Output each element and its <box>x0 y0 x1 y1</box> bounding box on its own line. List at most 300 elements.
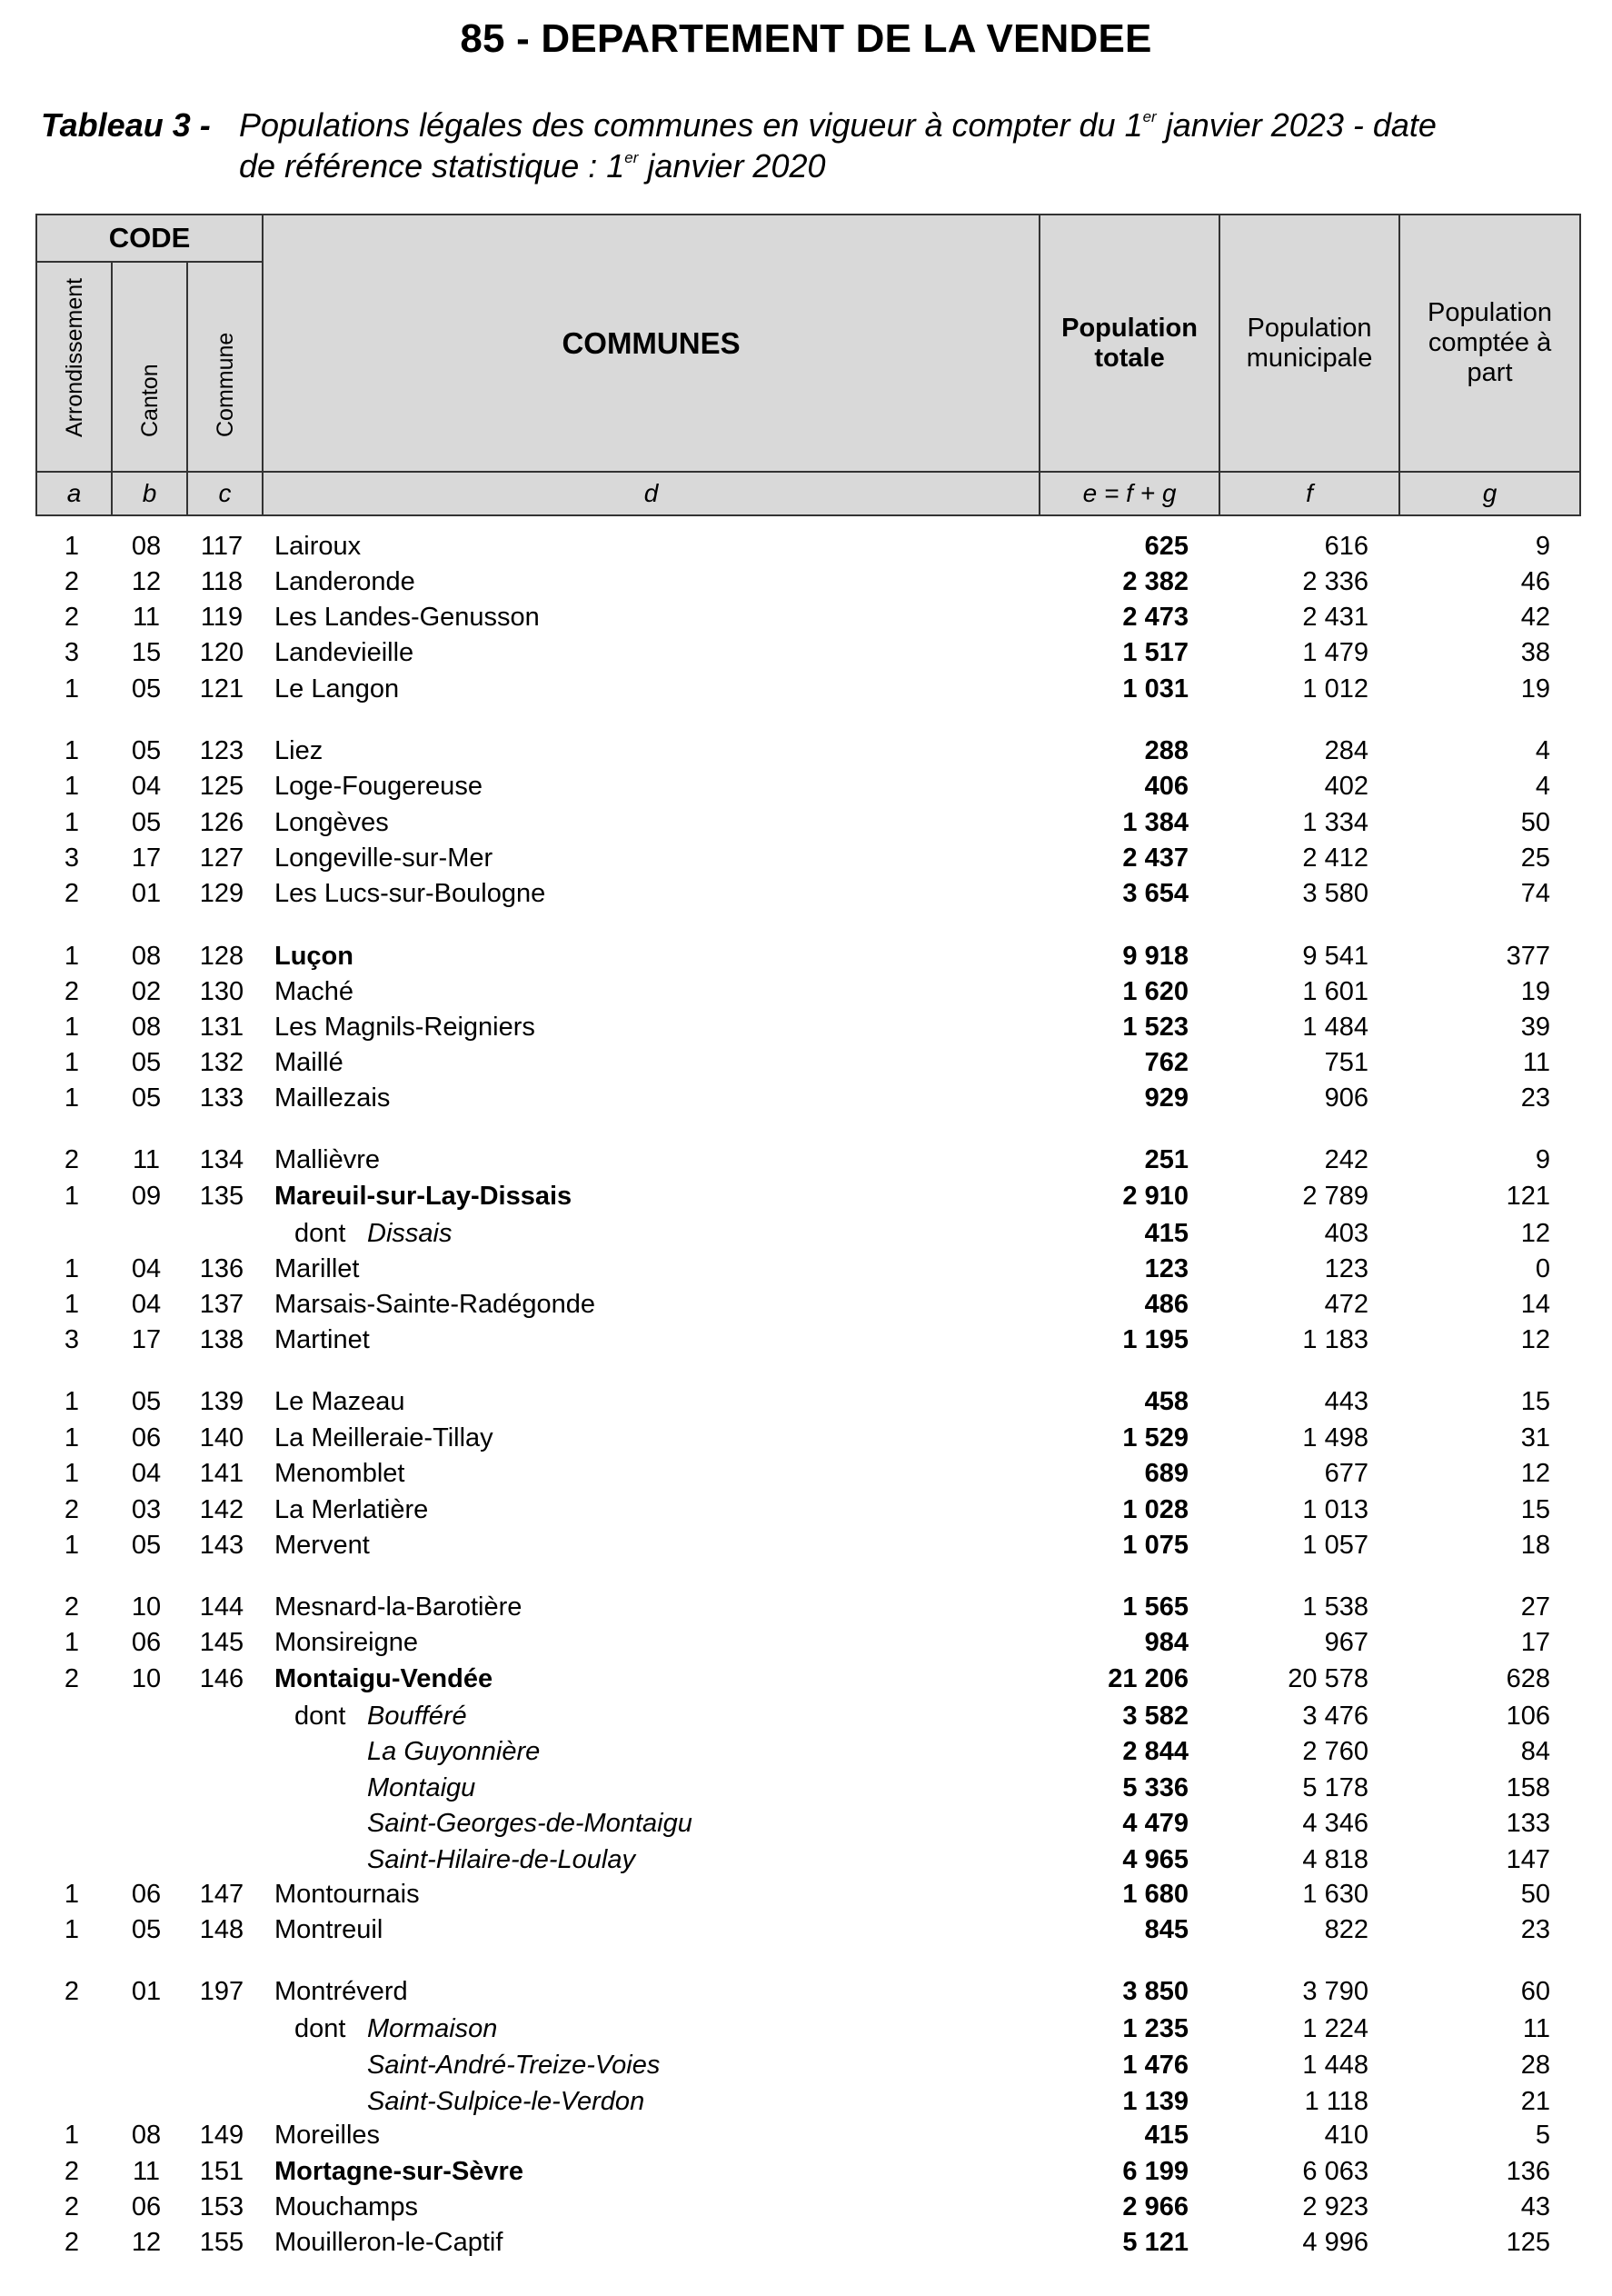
arrondissement-cell: 2 <box>64 1145 80 1174</box>
table-row <box>35 734 1579 768</box>
population-totale-cell: 1 565 <box>1122 1592 1189 1622</box>
arrondissement-cell: 1 <box>64 1048 80 1077</box>
commune-code-cell: 147 <box>199 1880 244 1909</box>
population-comptee-cell: 28 <box>1520 2051 1550 2080</box>
population-comptee-cell: 147 <box>1506 1845 1550 1874</box>
population-comptee-cell: 43 <box>1520 2192 1550 2221</box>
population-municipale-cell: 3 580 <box>1302 879 1368 908</box>
population-comptee-cell: 39 <box>1520 1013 1550 1042</box>
canton-cell: 05 <box>131 1387 162 1416</box>
commune-name-cell: Mallièvre <box>274 1145 381 1174</box>
population-comptee-cell: 19 <box>1520 977 1550 1006</box>
population-comptee-cell: 31 <box>1520 1423 1550 1452</box>
population-totale-cell: 406 <box>1144 772 1189 801</box>
population-comptee-cell: 158 <box>1506 1773 1550 1802</box>
canton-cell: 01 <box>131 879 162 908</box>
table-row <box>35 672 1579 706</box>
population-municipale-cell: 2 336 <box>1302 567 1368 596</box>
sub-commune-row <box>35 1842 1579 1877</box>
population-totale-cell: 6 199 <box>1122 2157 1189 2186</box>
population-comptee-cell: 9 <box>1535 532 1550 561</box>
population-comptee-cell: 125 <box>1506 2228 1550 2257</box>
table-row <box>35 2154 1579 2189</box>
canton-cell: 15 <box>131 638 162 667</box>
canton-cell: 04 <box>131 1459 162 1488</box>
canton-cell: 01 <box>131 1977 162 2006</box>
commune-name-cell: Mouchamps <box>274 2192 418 2221</box>
population-municipale-cell: 4 346 <box>1302 1809 1368 1838</box>
table-row <box>35 1287 1579 1322</box>
arrondissement-cell: 1 <box>64 1254 80 1283</box>
population-municipale-cell: 4 996 <box>1302 2228 1368 2257</box>
population-municipale-cell: 1 630 <box>1302 1880 1368 1909</box>
population-municipale-cell: 3 476 <box>1302 1702 1368 1731</box>
commune-code-cell: 142 <box>199 1495 244 1524</box>
population-comptee-cell: 27 <box>1520 1592 1550 1622</box>
population-totale-cell: 2 473 <box>1122 603 1189 632</box>
population-totale-cell: 1 523 <box>1122 1013 1189 1042</box>
population-totale-cell: 1 680 <box>1122 1880 1189 1909</box>
header-canton: Canton <box>112 262 187 472</box>
population-totale-cell: 415 <box>1144 2121 1189 2150</box>
commune-name-cell: La Meilleraie-Tillay <box>274 1423 493 1452</box>
population-comptee-cell: 12 <box>1520 1219 1550 1248</box>
canton-cell: 11 <box>132 2157 161 2186</box>
canton-cell: 08 <box>131 942 162 971</box>
population-comptee-cell: 17 <box>1520 1628 1550 1657</box>
population-municipale-cell: 1 334 <box>1302 808 1368 837</box>
population-comptee-cell: 12 <box>1520 1459 1550 1488</box>
population-comptee-cell: 21 <box>1520 2087 1550 2116</box>
canton-cell: 08 <box>131 2121 162 2150</box>
commune-name-cell: Lairoux <box>274 532 362 561</box>
commune-code-cell: 119 <box>200 603 244 632</box>
population-comptee-cell: 19 <box>1520 674 1550 704</box>
population-municipale-cell: 2 923 <box>1302 2192 1368 2221</box>
commune-name-cell: Mareuil-sur-Lay-Dissais <box>274 1182 572 1211</box>
page-title: 85 - DEPARTEMENT DE LA VENDEE <box>460 16 1152 61</box>
arrondissement-cell: 2 <box>64 977 80 1006</box>
commune-name-cell: Montreuil <box>274 1915 383 1944</box>
commune-code-cell: 197 <box>199 1977 244 2006</box>
population-totale-cell: 4 479 <box>1122 1809 1189 1838</box>
sub-commune-row <box>35 1216 1579 1251</box>
commune-name-cell: La Merlatière <box>274 1495 429 1524</box>
population-totale-cell: 123 <box>1144 1254 1189 1283</box>
arrondissement-cell: 2 <box>64 567 80 596</box>
commune-code-cell: 136 <box>199 1254 244 1283</box>
population-municipale-cell: 443 <box>1324 1387 1368 1416</box>
canton-cell: 04 <box>131 1254 162 1283</box>
commune-name-cell: Saint-Hilaire-de-Loulay <box>367 1845 635 1874</box>
table-row <box>35 1081 1579 1115</box>
header-population-comptee-a-part: Population comptée à part <box>1399 215 1580 472</box>
population-comptee-cell: 9 <box>1535 1145 1550 1174</box>
commune-name-cell: Maillé <box>274 1048 343 1077</box>
commune-name-cell: La Guyonnière <box>367 1737 541 1766</box>
commune-name-cell: Le Mazeau <box>274 1387 405 1416</box>
table-row <box>35 1974 1579 2009</box>
table-row <box>35 939 1579 973</box>
population-municipale-cell: 906 <box>1324 1083 1368 1113</box>
canton-cell: 05 <box>131 1083 162 1113</box>
canton-cell: 09 <box>131 1182 162 1211</box>
population-comptee-cell: 25 <box>1520 844 1550 873</box>
header-letter-a: a <box>36 472 112 515</box>
commune-code-cell: 121 <box>199 674 244 704</box>
population-totale-cell: 415 <box>1144 1219 1189 1248</box>
population-comptee-cell: 18 <box>1520 1531 1550 1560</box>
commune-code-cell: 130 <box>199 977 244 1006</box>
commune-code-cell: 123 <box>199 736 244 765</box>
population-totale-cell: 625 <box>1144 532 1189 561</box>
table-row <box>35 1143 1579 1177</box>
table-header <box>35 214 1581 516</box>
canton-cell: 06 <box>131 1423 162 1452</box>
arrondissement-cell: 2 <box>64 1664 80 1693</box>
population-municipale-cell: 677 <box>1324 1459 1368 1488</box>
commune-name-cell: Mouilleron-le-Captif <box>274 2228 503 2257</box>
population-municipale-cell: 403 <box>1324 1219 1368 1248</box>
table-row <box>35 635 1579 670</box>
population-comptee-cell: 133 <box>1506 1809 1550 1838</box>
sub-commune-row <box>35 1734 1579 1769</box>
arrondissement-cell: 3 <box>64 638 80 667</box>
table-row <box>35 1528 1579 1562</box>
arrondissement-cell: 1 <box>64 1013 80 1042</box>
commune-code-cell: 143 <box>199 1531 244 1560</box>
population-totale-cell: 5 121 <box>1122 2228 1189 2257</box>
population-totale-cell: 5 336 <box>1122 1773 1189 1802</box>
population-totale-cell: 4 965 <box>1122 1845 1189 1874</box>
commune-code-cell: 132 <box>199 1048 244 1077</box>
population-municipale-cell: 472 <box>1324 1290 1368 1319</box>
population-comptee-cell: 38 <box>1520 638 1550 667</box>
population-municipale-cell: 3 790 <box>1302 1977 1368 2006</box>
arrondissement-cell: 1 <box>64 1531 80 1560</box>
population-totale-cell: 1 075 <box>1122 1531 1189 1560</box>
commune-code-cell: 140 <box>199 1423 244 1452</box>
sub-commune-row <box>35 2048 1579 2082</box>
header-population-totale: Population totale <box>1040 215 1219 472</box>
population-comptee-cell: 136 <box>1506 2157 1550 2186</box>
table-row <box>35 2190 1579 2224</box>
arrondissement-cell: 1 <box>64 736 80 765</box>
table-row <box>35 1912 1579 1947</box>
caption-label: Tableau 3 - <box>41 106 211 144</box>
population-totale-cell: 1 476 <box>1122 2051 1189 2080</box>
commune-name-cell: Landevieille <box>274 638 414 667</box>
arrondissement-cell: 1 <box>64 1387 80 1416</box>
canton-cell: 12 <box>131 567 162 596</box>
table-row <box>35 2225 1579 2260</box>
canton-cell: 06 <box>131 1880 162 1909</box>
commune-name-cell: Le Langon <box>274 674 400 704</box>
commune-name-cell: Saint-Georges-de-Montaigu <box>367 1809 692 1838</box>
commune-name-cell: Les Lucs-sur-Boulogne <box>274 879 546 908</box>
table-row <box>35 1045 1579 1080</box>
commune-name-cell: Montournais <box>274 1880 420 1909</box>
commune-name-cell: Mortagne-sur-Sèvre <box>274 2157 523 2186</box>
dont-label: dont <box>294 2014 346 2043</box>
population-municipale-cell: 2 789 <box>1302 1182 1368 1211</box>
population-municipale-cell: 6 063 <box>1302 2157 1368 2186</box>
commune-code-cell: 153 <box>199 2192 244 2221</box>
header-arrondissement: Arrondissement <box>36 262 112 472</box>
arrondissement-cell: 2 <box>64 2192 80 2221</box>
commune-name-cell: Longeville-sur-Mer <box>274 844 493 873</box>
population-municipale-cell: 20 578 <box>1288 1664 1368 1693</box>
population-municipale-cell: 1 057 <box>1302 1531 1368 1560</box>
arrondissement-cell: 2 <box>64 2157 80 2186</box>
population-totale-cell: 2 966 <box>1122 2192 1189 2221</box>
population-municipale-cell: 1 012 <box>1302 674 1368 704</box>
commune-code-cell: 151 <box>199 2157 244 2186</box>
header-population-municipale: Population municipale <box>1219 215 1399 472</box>
commune-code-cell: 144 <box>199 1592 244 1622</box>
population-comptee-cell: 12 <box>1520 1325 1550 1354</box>
population-municipale-cell: 1 118 <box>1304 2087 1368 2116</box>
table-row <box>35 974 1579 1009</box>
population-totale-cell: 1 384 <box>1122 808 1189 837</box>
population-totale-cell: 2 437 <box>1122 844 1189 873</box>
population-municipale-cell: 1 538 <box>1302 1592 1368 1622</box>
arrondissement-cell: 1 <box>64 1423 80 1452</box>
header-letter-f: f <box>1219 472 1399 515</box>
commune-code-cell: 118 <box>200 567 244 596</box>
population-comptee-cell: 0 <box>1535 1254 1550 1283</box>
canton-cell: 04 <box>131 1290 162 1319</box>
population-totale-cell: 1 529 <box>1122 1423 1189 1452</box>
population-comptee-cell: 84 <box>1520 1737 1550 1766</box>
population-comptee-cell: 377 <box>1506 942 1550 971</box>
population-municipale-cell: 123 <box>1324 1254 1368 1283</box>
population-municipale-cell: 967 <box>1324 1628 1368 1657</box>
population-comptee-cell: 14 <box>1520 1290 1550 1319</box>
table-row <box>35 1590 1579 1624</box>
population-municipale-cell: 751 <box>1324 1048 1368 1077</box>
population-totale-cell: 1 235 <box>1122 2014 1189 2043</box>
table-row <box>35 769 1579 804</box>
commune-code-cell: 125 <box>199 772 244 801</box>
commune-code-cell: 149 <box>199 2121 244 2150</box>
arrondissement-cell: 2 <box>64 1977 80 2006</box>
population-totale-cell: 9 918 <box>1122 942 1189 971</box>
canton-cell: 05 <box>131 808 162 837</box>
dont-label: dont <box>294 1219 346 1248</box>
population-totale-cell: 21 206 <box>1108 1664 1189 1693</box>
canton-cell: 05 <box>131 736 162 765</box>
population-totale-cell: 458 <box>1144 1387 1189 1416</box>
header-code: CODE <box>36 215 263 262</box>
canton-cell: 06 <box>131 2192 162 2221</box>
arrondissement-cell: 1 <box>64 1459 80 1488</box>
table-row <box>35 1492 1579 1527</box>
canton-cell: 05 <box>131 1048 162 1077</box>
arrondissement-cell: 1 <box>64 1182 80 1211</box>
population-comptee-cell: 15 <box>1520 1387 1550 1416</box>
commune-code-cell: 139 <box>199 1387 244 1416</box>
population-municipale-cell: 284 <box>1324 736 1368 765</box>
canton-cell: 08 <box>131 532 162 561</box>
table-row <box>35 1625 1579 1660</box>
header-letter-b: b <box>112 472 187 515</box>
population-municipale-cell: 4 818 <box>1302 1845 1368 1874</box>
canton-cell: 11 <box>132 603 161 632</box>
population-comptee-cell: 121 <box>1506 1182 1550 1211</box>
commune-name-cell: Landeronde <box>274 567 415 596</box>
commune-name-cell: Montréverd <box>274 1977 408 2006</box>
sub-commune-row <box>35 1699 1579 1733</box>
commune-name-cell: Mervent <box>274 1531 370 1560</box>
commune-code-cell: 120 <box>199 638 244 667</box>
commune-code-cell: 127 <box>199 844 244 873</box>
table-row <box>35 1252 1579 1286</box>
table-row <box>35 1877 1579 1912</box>
population-comptee-cell: 50 <box>1520 808 1550 837</box>
commune-name-cell: Boufféré <box>367 1702 467 1731</box>
population-totale-cell: 1 139 <box>1122 2087 1189 2116</box>
canton-cell: 17 <box>131 1325 162 1354</box>
population-comptee-cell: 60 <box>1520 1977 1550 2006</box>
commune-name-cell: Les Landes-Genusson <box>274 603 540 632</box>
canton-cell: 06 <box>131 1628 162 1657</box>
commune-code-cell: 137 <box>199 1290 244 1319</box>
arrondissement-cell: 1 <box>64 1083 80 1113</box>
table-row <box>35 841 1579 875</box>
commune-code-cell: 135 <box>199 1182 244 1211</box>
commune-code-cell: 117 <box>200 532 244 561</box>
population-municipale-cell: 242 <box>1324 1145 1368 1174</box>
population-municipale-cell: 1 484 <box>1302 1013 1368 1042</box>
population-municipale-cell: 5 178 <box>1302 1773 1368 1802</box>
arrondissement-cell: 1 <box>64 1880 80 1909</box>
population-municipale-cell: 822 <box>1324 1915 1368 1944</box>
population-totale-cell: 845 <box>1144 1915 1189 1944</box>
canton-cell: 04 <box>131 772 162 801</box>
population-totale-cell: 3 850 <box>1122 1977 1189 2006</box>
header-commune: Commune <box>187 262 263 472</box>
commune-name-cell: Mesnard-la-Barotière <box>274 1592 522 1622</box>
arrondissement-cell: 1 <box>64 772 80 801</box>
table-row <box>35 876 1579 911</box>
table-row <box>35 1323 1579 1357</box>
canton-cell: 17 <box>131 844 162 873</box>
commune-name-cell: Luçon <box>274 942 353 971</box>
canton-cell: 05 <box>131 1915 162 1944</box>
population-totale-cell: 2 382 <box>1122 567 1189 596</box>
commune-name-cell: Mormaison <box>367 2014 498 2043</box>
population-municipale-cell: 2 431 <box>1302 603 1368 632</box>
population-totale-cell: 2 910 <box>1122 1182 1189 1211</box>
commune-code-cell: 131 <box>199 1013 244 1042</box>
commune-code-cell: 134 <box>199 1145 244 1174</box>
commune-name-cell: Moreilles <box>274 2121 381 2150</box>
canton-cell: 11 <box>132 1145 161 1174</box>
population-comptee-cell: 11 <box>1522 1048 1550 1077</box>
commune-code-cell: 145 <box>199 1628 244 1657</box>
arrondissement-cell: 1 <box>64 942 80 971</box>
arrondissement-cell: 1 <box>64 1915 80 1944</box>
population-comptee-cell: 50 <box>1520 1880 1550 1909</box>
sub-commune-row <box>35 1806 1579 1841</box>
population-comptee-cell: 42 <box>1520 603 1550 632</box>
population-comptee-cell: 23 <box>1520 1083 1550 1113</box>
population-municipale-cell: 2 412 <box>1302 844 1368 873</box>
population-totale-cell: 288 <box>1144 736 1189 765</box>
population-totale-cell: 1 031 <box>1122 674 1189 704</box>
header-letter-e: e = f + g <box>1040 472 1219 515</box>
arrondissement-cell: 1 <box>64 2121 80 2150</box>
commune-name-cell: Saint-André-Treize-Voies <box>367 2051 661 2080</box>
population-municipale-cell: 1 601 <box>1302 977 1368 1006</box>
population-comptee-cell: 23 <box>1520 1915 1550 1944</box>
commune-name-cell: Dissais <box>367 1219 453 1248</box>
table-row <box>35 805 1579 840</box>
commune-name-cell: Maillezais <box>274 1083 391 1113</box>
population-totale-cell: 1 517 <box>1122 638 1189 667</box>
header-communes: COMMUNES <box>263 215 1040 472</box>
header-letter-d: d <box>263 472 1040 515</box>
table-row <box>35 1010 1579 1044</box>
table-row <box>35 564 1579 599</box>
population-municipale-cell: 1 183 <box>1302 1325 1368 1354</box>
arrondissement-cell: 3 <box>64 1325 80 1354</box>
population-municipale-cell: 1 448 <box>1302 2051 1368 2080</box>
canton-cell: 02 <box>131 977 162 1006</box>
header-letter-g: g <box>1399 472 1580 515</box>
arrondissement-cell: 1 <box>64 674 80 704</box>
population-municipale-cell: 2 760 <box>1302 1737 1368 1766</box>
arrondissement-cell: 2 <box>64 879 80 908</box>
population-comptee-cell: 628 <box>1506 1664 1550 1693</box>
sub-commune-row <box>35 2084 1579 2119</box>
sub-commune-row <box>35 1771 1579 1805</box>
canton-cell: 10 <box>131 1592 162 1622</box>
population-municipale-cell: 410 <box>1324 2121 1368 2150</box>
table-row <box>35 1179 1579 1213</box>
commune-code-cell: 141 <box>199 1459 244 1488</box>
population-comptee-cell: 74 <box>1520 879 1550 908</box>
arrondissement-cell: 2 <box>64 2228 80 2257</box>
population-municipale-cell: 1 479 <box>1302 638 1368 667</box>
commune-name-cell: Menomblet <box>274 1459 405 1488</box>
commune-name-cell: Longèves <box>274 808 389 837</box>
population-comptee-cell: 15 <box>1520 1495 1550 1524</box>
population-comptee-cell: 4 <box>1535 772 1550 801</box>
population-totale-cell: 984 <box>1144 1628 1189 1657</box>
population-totale-cell: 486 <box>1144 1290 1189 1319</box>
population-municipale-cell: 616 <box>1324 532 1368 561</box>
commune-name-cell: Liez <box>274 736 323 765</box>
population-municipale-cell: 1 498 <box>1302 1423 1368 1452</box>
dont-label: dont <box>294 1702 346 1731</box>
population-totale-cell: 929 <box>1144 1083 1189 1113</box>
population-comptee-cell: 106 <box>1506 1702 1550 1731</box>
population-comptee-cell: 46 <box>1520 567 1550 596</box>
arrondissement-cell: 1 <box>64 808 80 837</box>
population-comptee-cell: 11 <box>1522 2014 1550 2043</box>
population-municipale-cell: 402 <box>1324 772 1368 801</box>
population-comptee-cell: 4 <box>1535 736 1550 765</box>
commune-name-cell: Maché <box>274 977 354 1006</box>
arrondissement-cell: 1 <box>64 532 80 561</box>
commune-code-cell: 133 <box>199 1083 244 1113</box>
canton-cell: 03 <box>131 1495 162 1524</box>
canton-cell: 05 <box>131 674 162 704</box>
commune-name-cell: Marillet <box>274 1254 360 1283</box>
arrondissement-cell: 2 <box>64 603 80 632</box>
